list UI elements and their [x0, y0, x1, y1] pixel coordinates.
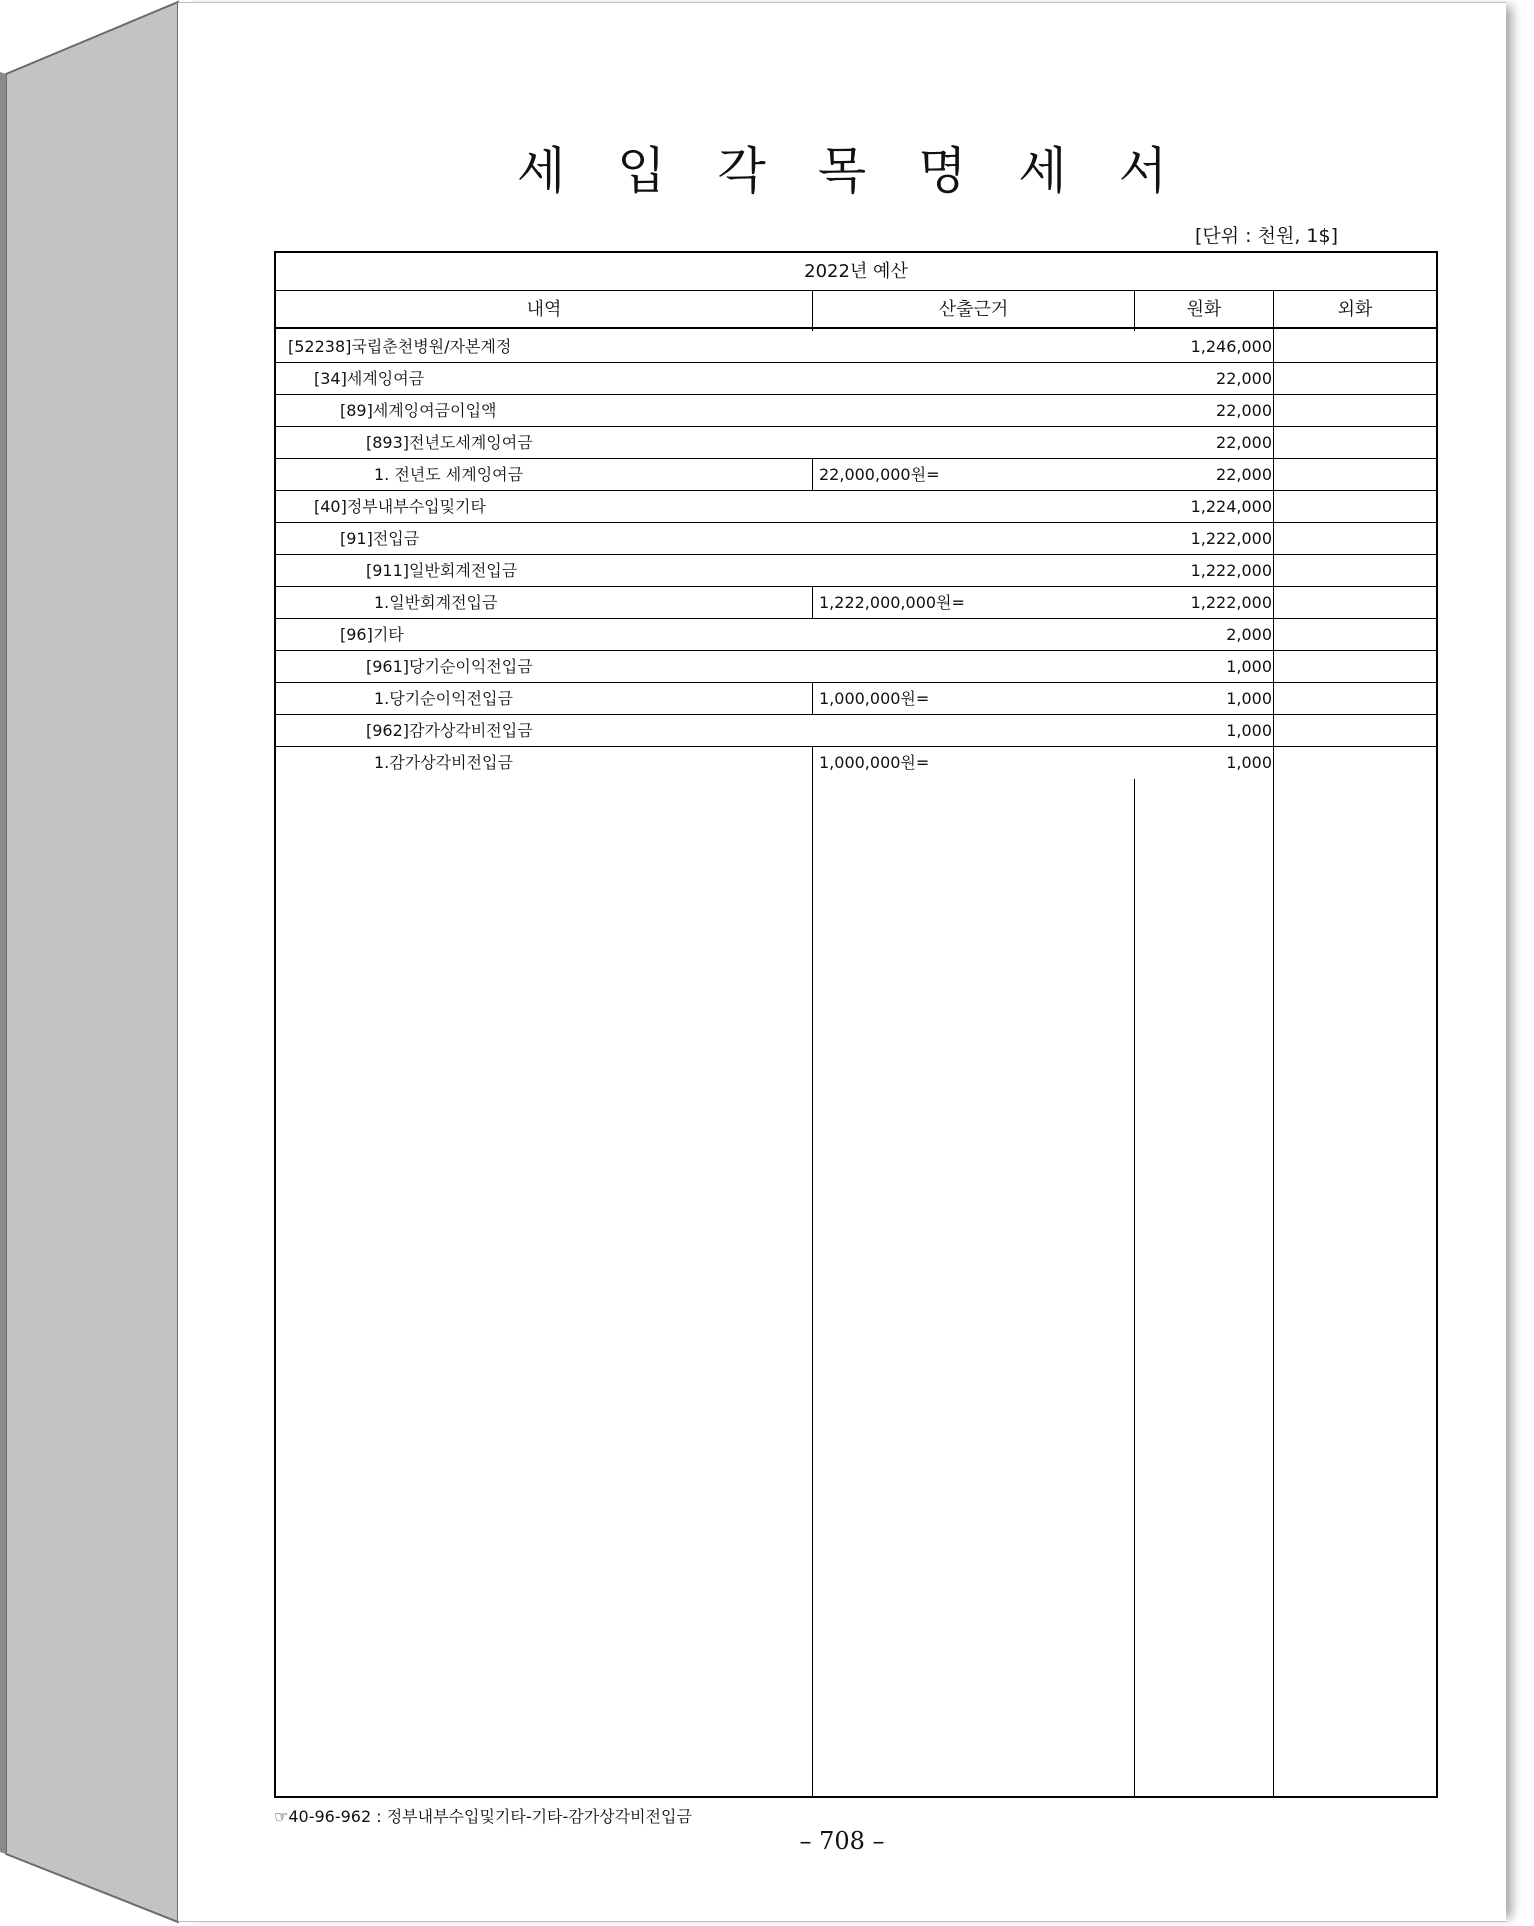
document-page — [178, 2, 1506, 1922]
book-spine — [0, 0, 190, 1926]
budget-table — [274, 251, 1438, 1798]
table-row — [276, 651, 1436, 683]
year-header: 2022년 예산 — [276, 253, 1436, 291]
table-body — [276, 331, 1436, 779]
row-foreign-amount — [1274, 587, 1432, 618]
row-foreign-amount — [1274, 395, 1432, 426]
merged-cell-filler — [806, 555, 1136, 586]
row-foreign-amount — [1274, 491, 1432, 522]
row-basis: 1,000,000원= — [813, 747, 1139, 779]
row-description: [96]기타 — [288, 619, 404, 650]
row-krw-amount: 1,000 — [1135, 651, 1272, 682]
column-header-foreign: 외화 — [1337, 299, 1373, 320]
row-krw-amount: 22,000 — [1135, 459, 1272, 490]
row-krw-amount: 22,000 — [1135, 395, 1272, 426]
table-row — [276, 459, 1436, 491]
page-number: – 708 – — [799, 1827, 885, 1855]
row-krw-amount: 1,222,000 — [1135, 555, 1272, 586]
table-row — [276, 683, 1436, 715]
merged-cell-filler — [806, 395, 1136, 426]
row-krw-amount: 22,000 — [1135, 363, 1272, 394]
merged-cell-filler — [806, 491, 1136, 522]
row-foreign-amount — [1274, 651, 1432, 682]
row-foreign-amount — [1274, 747, 1432, 779]
table-row — [276, 619, 1436, 651]
row-krw-amount: 1,246,000 — [1135, 331, 1272, 362]
row-foreign-amount — [1274, 683, 1432, 714]
row-foreign-amount — [1274, 715, 1432, 746]
row-krw-amount: 1,222,000 — [1135, 523, 1272, 554]
column-header-basis: 산출근거 — [938, 299, 1009, 320]
row-krw-amount: 1,224,000 — [1135, 491, 1272, 522]
row-basis: 1,000,000원= — [813, 683, 1139, 714]
merged-cell-filler — [806, 427, 1136, 458]
row-description: 1. 전년도 세계잉여금 — [288, 459, 523, 490]
table-row — [276, 363, 1436, 395]
merged-cell-filler — [806, 651, 1136, 682]
table-row — [276, 555, 1436, 587]
table-row — [276, 331, 1436, 363]
table-row — [276, 427, 1436, 459]
merged-cell-filler — [806, 715, 1136, 746]
row-description: [893]전년도세계잉여금 — [288, 427, 533, 458]
merged-cell-filler — [806, 523, 1136, 554]
row-description: [52238]국립춘천병원/자본계정 — [288, 331, 511, 362]
row-description: [962]감가상각비전입금 — [288, 715, 533, 746]
row-foreign-amount — [1274, 523, 1432, 554]
table-row — [276, 491, 1436, 523]
row-basis: 22,000,000원= — [813, 459, 1139, 490]
footnote: ☞40-96-962 : 정부내부수입및기타-기타-감가상각비전입금 — [274, 1807, 692, 1826]
unit-note: [단위 : 천원, 1$] — [1195, 225, 1338, 247]
row-foreign-amount — [1274, 427, 1432, 458]
row-krw-amount: 2,000 — [1135, 619, 1272, 650]
row-description: 1.당기순이익전입금 — [288, 683, 513, 714]
row-krw-amount: 1,000 — [1135, 747, 1272, 779]
table-row — [276, 715, 1436, 747]
row-description: 1.감가상각비전입금 — [288, 747, 513, 779]
table-row — [276, 587, 1436, 619]
column-header-description: 내역 — [526, 299, 562, 320]
merged-cell-filler — [806, 619, 1136, 650]
row-description: [961]당기순이익전입금 — [288, 651, 533, 682]
row-krw-amount: 1,000 — [1135, 683, 1272, 714]
row-krw-amount: 1,222,000 — [1135, 587, 1272, 618]
row-description: [89]세계잉여금이입액 — [288, 395, 497, 426]
row-krw-amount: 22,000 — [1135, 427, 1272, 458]
row-description: [40]정부내부수입및기타 — [288, 491, 486, 522]
column-header-krw: 원화 — [1186, 299, 1222, 320]
merged-cell-filler — [806, 363, 1136, 394]
row-krw-amount: 1,000 — [1135, 715, 1272, 746]
table-row — [276, 747, 1436, 779]
page-title: 세입각목명세서 — [516, 142, 1220, 200]
column-headers — [276, 291, 1436, 329]
row-description: 1.일반회계전입금 — [288, 587, 497, 618]
table-row — [276, 523, 1436, 555]
row-description: [91]전입금 — [288, 523, 419, 554]
row-foreign-amount — [1274, 459, 1432, 490]
row-foreign-amount — [1274, 331, 1432, 362]
row-description: [34]세계잉여금 — [288, 363, 424, 394]
table-row — [276, 395, 1436, 427]
row-foreign-amount — [1274, 363, 1432, 394]
row-description: [911]일반회계전입금 — [288, 555, 517, 586]
row-foreign-amount — [1274, 619, 1432, 650]
row-foreign-amount — [1274, 555, 1432, 586]
row-basis: 1,222,000,000원= — [813, 587, 1139, 618]
merged-cell-filler — [806, 331, 1136, 362]
